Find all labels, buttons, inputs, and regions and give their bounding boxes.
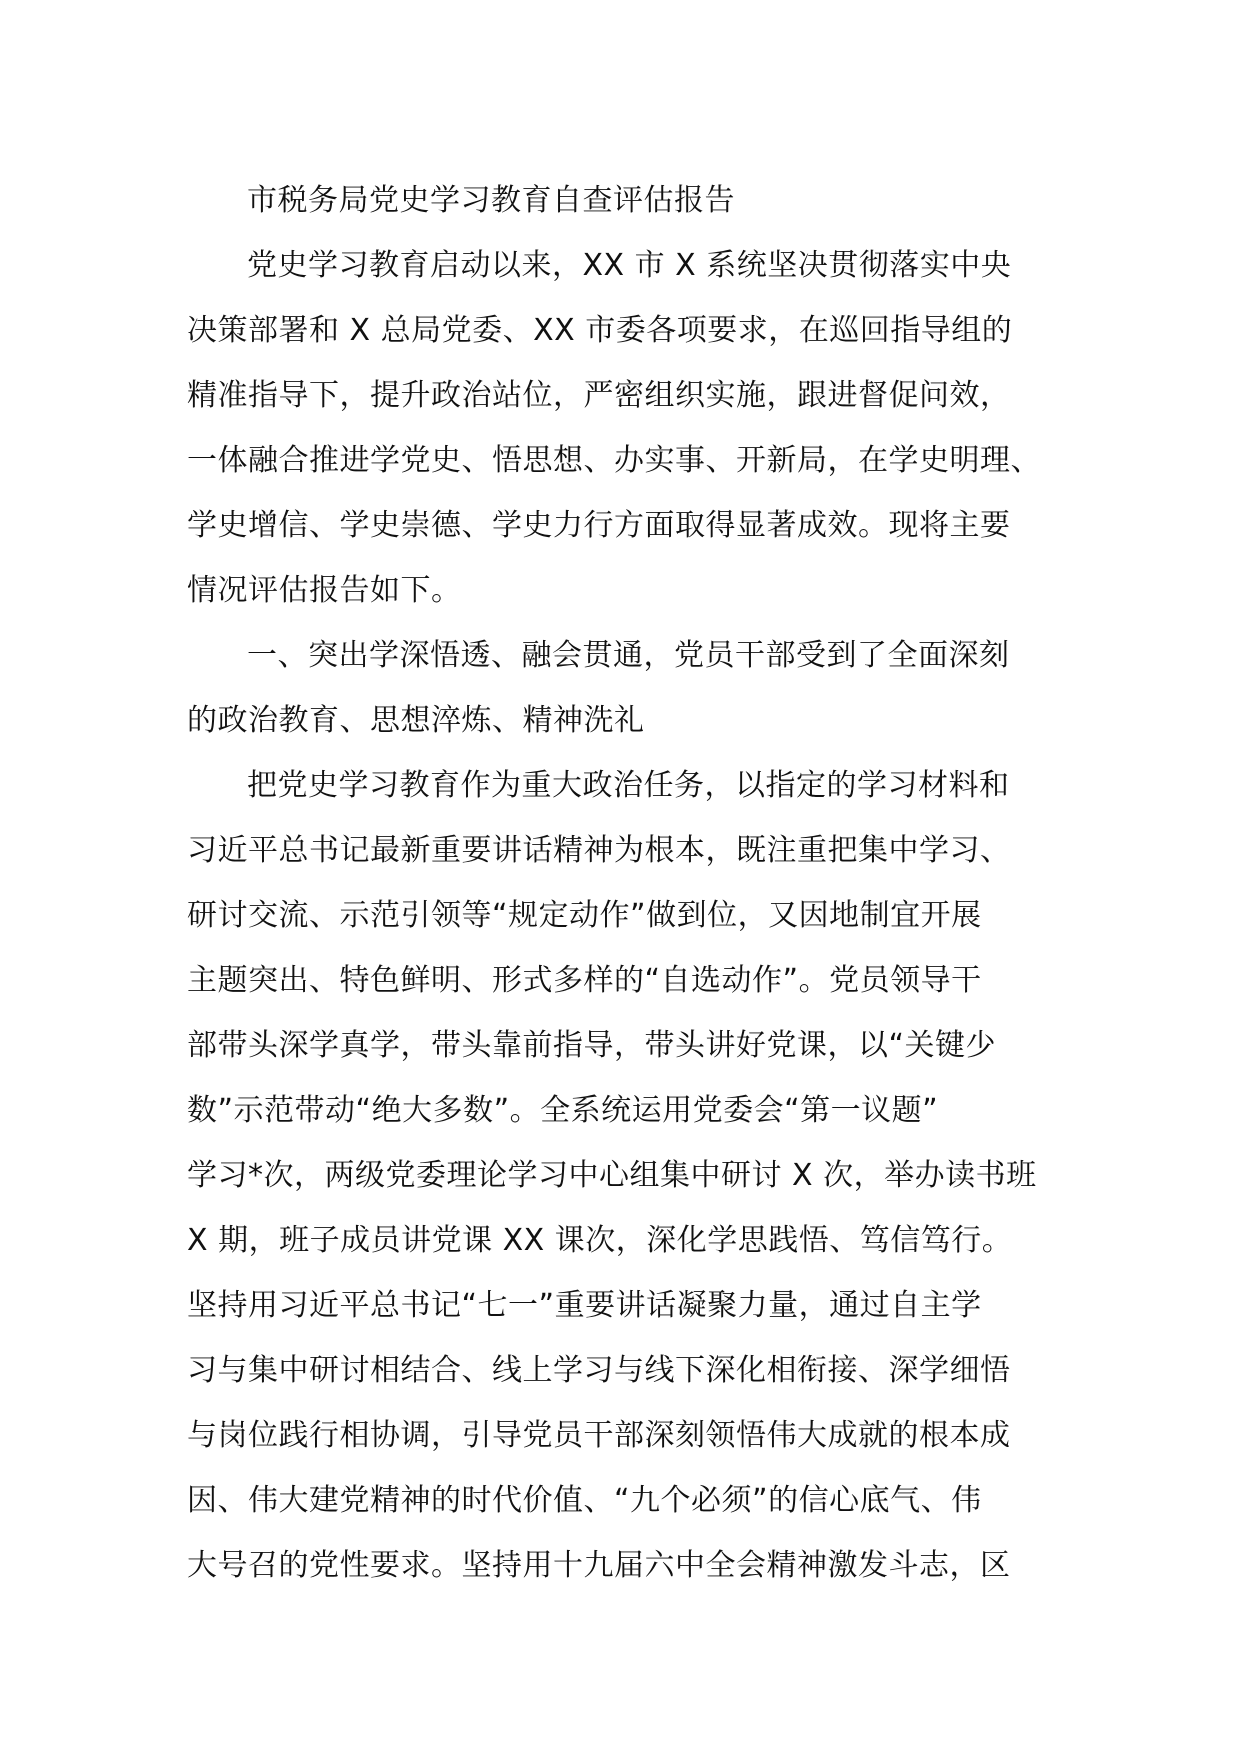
paragraph-line: 把党史学习教育作为重大政治任务，以指定的学习材料和 — [247, 768, 1010, 803]
paragraph-line: 学习*次，两级党委理论学习中心组集中研讨 X 次，举办读书班 — [187, 1158, 1037, 1193]
paragraph-line: 一体融合推进学党史、悟思想、办实事、开新局，在学史明理、 — [187, 443, 1041, 478]
document-body — [187, 168, 1067, 1598]
paragraph-line: 精准指导下，提升政治站位，严密组织实施，跟进督促问效， — [187, 378, 1011, 413]
paragraph-line: 习与集中研讨相结合、线上学习与线下深化相衔接、深学细悟 — [187, 1353, 1011, 1388]
paragraph-line: 主题突出、特色鲜明、形式多样的“自选动作”。党员领导干 — [187, 963, 982, 998]
paragraph-line: 与岗位践行相协调，引导党员干部深刻领悟伟大成就的根本成 — [187, 1418, 1011, 1453]
paragraph-line: 数”示范带动“绝大多数”。全系统运用党委会“第一议题” — [187, 1093, 939, 1128]
paragraph-line: 部带头深学真学，带头靠前指导，带头讲好党课，以“关键少 — [187, 1028, 997, 1063]
section-heading-line: 一、突出学深悟透、融会贯通，党员干部受到了全面深刻 — [247, 638, 1010, 673]
paragraph-line: 坚持用习近平总书记“七一”重要讲话凝聚力量，通过自主学 — [187, 1288, 982, 1323]
paragraph-line: 习近平总书记最新重要讲话精神为根本，既注重把集中学习、 — [187, 833, 1011, 868]
document-title: 市税务局党史学习教育自查评估报告 — [247, 183, 735, 218]
paragraph-line: 情况评估报告如下。 — [187, 573, 462, 608]
paragraph-line: 研讨交流、示范引领等“规定动作”做到位，又因地制宜开展 — [187, 898, 982, 933]
section-heading-line: 的政治教育、思想淬炼、精神洗礼 — [187, 703, 645, 738]
paragraph-line: X 期，班子成员讲党课 XX 课次，深化学思践悟、笃信笃行。 — [187, 1223, 1013, 1258]
paragraph-line: 决策部署和 X 总局党委、XX 市委各项要求，在巡回指导组的 — [187, 313, 1013, 348]
paragraph-line: 学史增信、学史崇德、学史力行方面取得显著成效。现将主要 — [187, 508, 1011, 543]
paragraph-line: 党史学习教育启动以来，XX 市 X 系统坚决贯彻落实中央 — [247, 248, 1012, 283]
paragraph-line: 因、伟大建党精神的时代价值、“九个必须”的信心底气、伟 — [187, 1483, 982, 1518]
paragraph-line: 大号召的党性要求。坚持用十九届六中全会精神激发斗志，区 — [187, 1548, 1011, 1583]
